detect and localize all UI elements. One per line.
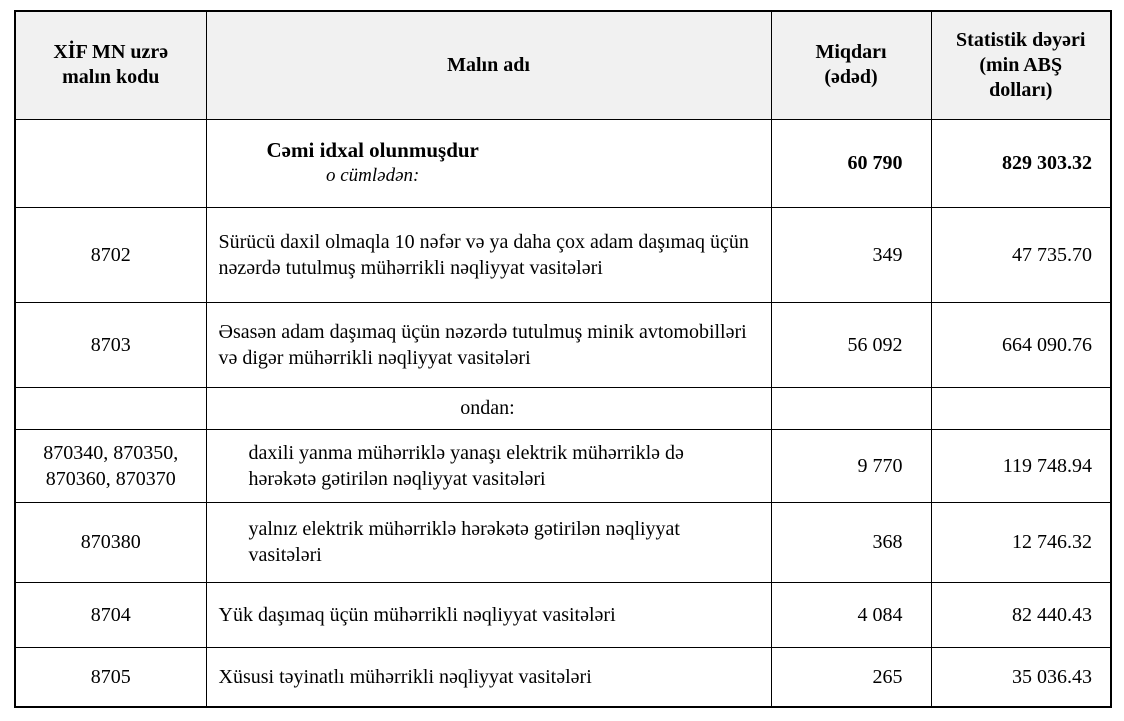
name-wrap xyxy=(219,664,757,690)
name-main: daxili yanma mühərriklə yanaşı elektrik mühərriklə də hərəkətə gətirilən nəqliyyat vasitələri xyxy=(248,441,684,490)
cell-name xyxy=(206,647,771,707)
cell-name xyxy=(206,302,771,387)
cell-code: 8705 xyxy=(15,647,206,707)
cell-quantity xyxy=(771,387,931,429)
cell-name xyxy=(206,502,771,582)
table-row xyxy=(15,207,1111,302)
table-row xyxy=(15,502,1111,582)
cell-name xyxy=(206,387,771,429)
cell-name xyxy=(206,119,771,207)
cell-code xyxy=(15,119,206,207)
cell-name xyxy=(206,429,771,502)
cell-code: 870380 xyxy=(15,502,206,582)
cell-value xyxy=(931,387,1111,429)
name-main: Cəmi idxal olunmuşdur xyxy=(266,138,479,162)
table-row xyxy=(15,647,1111,707)
header-cell-name: Malın adı xyxy=(206,11,771,119)
cell-quantity: 349 xyxy=(771,207,931,302)
cell-value: 47 735.70 xyxy=(931,207,1111,302)
table-row xyxy=(15,302,1111,387)
import-statistics-table xyxy=(14,10,1112,708)
name-main: ondan: xyxy=(460,397,515,419)
name-main: Yük daşımaq üçün mühərrikli nəqliyyat vasitələri xyxy=(218,603,616,626)
name-main: Xüsusi təyinatlı mühərrikli nəqliyyat vasitələri xyxy=(218,665,592,688)
cell-value: 82 440.43 xyxy=(931,582,1111,647)
name-main: Sürücü daxil olmaqla 10 nəfər və ya daha çox adam daşımaq üçün nəzərdə tutulmuş mühərrikli nəqliyyat vasitələri xyxy=(218,230,749,279)
cell-quantity: 4 084 xyxy=(771,582,931,647)
table-body xyxy=(15,119,1111,707)
cell-value: 829 303.32 xyxy=(931,119,1111,207)
cell-code xyxy=(15,387,206,429)
header-cell-quantity: Miqdarı (ədəd) xyxy=(771,11,931,119)
name-sub: o cümlədən: xyxy=(326,165,420,187)
cell-value: 12 746.32 xyxy=(931,502,1111,582)
name-wrap xyxy=(219,229,757,281)
name-main: yalnız elektrik mühərriklə hərəkətə gətirilən nəqliyyat vasitələri xyxy=(248,518,680,566)
cell-value: 119 748.94 xyxy=(931,429,1111,502)
table-header-row xyxy=(15,11,1111,119)
cell-code: 8702 xyxy=(15,207,206,302)
name-main: Əsasən adam daşımaq üçün nəzərdə tutulmuş minik avtomobilləri və digər mühərrikli nəqliyyat vasitələri xyxy=(218,320,747,369)
cell-quantity: 9 770 xyxy=(771,429,931,502)
table-row xyxy=(15,119,1111,207)
cell-code: 8703 xyxy=(15,302,206,387)
table-row xyxy=(15,582,1111,647)
table-row xyxy=(15,429,1111,502)
cell-code: 8704 xyxy=(15,582,206,647)
cell-quantity: 60 790 xyxy=(771,119,931,207)
cell-value: 664 090.76 xyxy=(931,302,1111,387)
cell-quantity: 368 xyxy=(771,502,931,582)
cell-name xyxy=(206,582,771,647)
header-cell-code: XİF MN uzrə malın kodu xyxy=(15,11,206,119)
cell-name xyxy=(206,207,771,302)
name-wrap xyxy=(267,137,479,189)
header-cell-value: Statistik dəyəri (min ABŞ dolları) xyxy=(931,11,1111,119)
cell-quantity: 56 092 xyxy=(771,302,931,387)
cell-quantity: 265 xyxy=(771,647,931,707)
name-wrap xyxy=(219,319,757,371)
name-wrap xyxy=(249,516,757,568)
table-row xyxy=(15,387,1111,429)
cell-code: 870340, 870350, 870360, 870370 xyxy=(15,429,206,502)
name-wrap xyxy=(219,395,757,421)
name-wrap xyxy=(219,602,757,628)
cell-value: 35 036.43 xyxy=(931,647,1111,707)
name-wrap xyxy=(249,440,757,492)
